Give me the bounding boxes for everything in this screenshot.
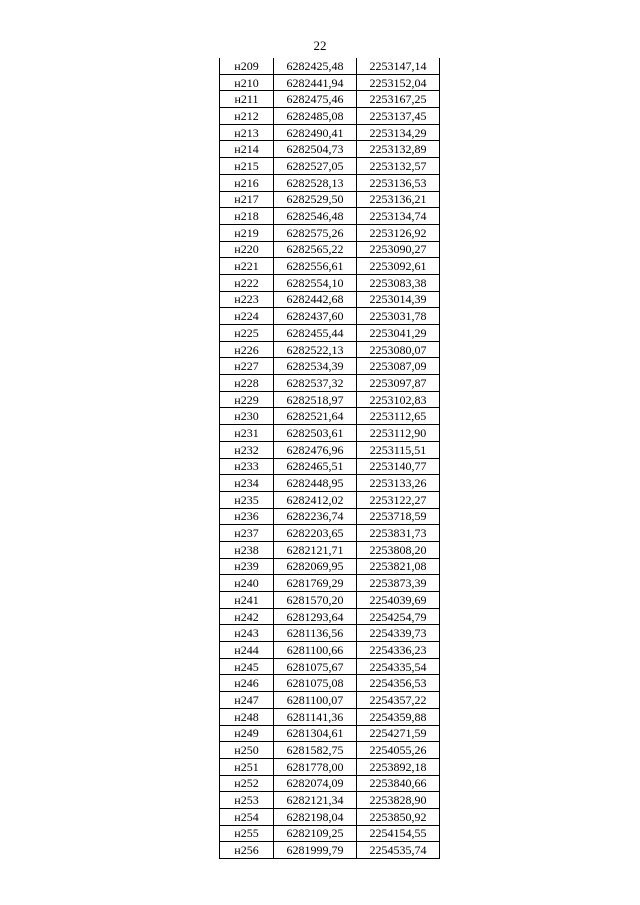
x-coordinate-cell: 6281136,56 [274, 625, 357, 642]
y-coordinate-cell: 2253850,92 [357, 808, 440, 825]
table-row [220, 808, 440, 825]
x-coordinate-cell: 6282236,74 [274, 508, 357, 525]
point-id-cell: н250 [220, 742, 274, 759]
point-id-cell: н221 [220, 258, 274, 275]
point-id-cell: н217 [220, 191, 274, 208]
page-number: 22 [313, 38, 327, 53]
point-id-cell: н228 [220, 375, 274, 392]
x-coordinate-cell: 6281075,08 [274, 675, 357, 692]
y-coordinate-cell: 2253115,51 [357, 441, 440, 458]
y-coordinate-cell: 2253136,21 [357, 191, 440, 208]
point-id-cell: н246 [220, 675, 274, 692]
table-row [220, 541, 440, 558]
point-id-cell: н213 [220, 124, 274, 141]
table-row [220, 208, 440, 225]
table-row [220, 425, 440, 442]
point-id-cell: н251 [220, 758, 274, 775]
table-row [220, 692, 440, 709]
x-coordinate-cell: 6282490,41 [274, 124, 357, 141]
table-row [220, 141, 440, 158]
table-row [220, 775, 440, 792]
table-row [220, 458, 440, 475]
table-row [220, 508, 440, 525]
point-id-cell: н226 [220, 341, 274, 358]
x-coordinate-cell: 6282537,32 [274, 375, 357, 392]
y-coordinate-cell: 2254359,88 [357, 708, 440, 725]
table-row [220, 441, 440, 458]
x-coordinate-cell: 6281570,20 [274, 592, 357, 609]
point-id-cell: н238 [220, 541, 274, 558]
table-row [220, 592, 440, 609]
table-row [220, 274, 440, 291]
point-id-cell: н215 [220, 158, 274, 175]
point-id-cell: н248 [220, 708, 274, 725]
y-coordinate-cell: 2253097,87 [357, 375, 440, 392]
x-coordinate-cell: 6281778,00 [274, 758, 357, 775]
y-coordinate-cell: 2254357,22 [357, 692, 440, 709]
x-coordinate-cell: 6281769,29 [274, 575, 357, 592]
x-coordinate-cell: 6281293,64 [274, 608, 357, 625]
table-row [220, 558, 440, 575]
y-coordinate-cell: 2253132,89 [357, 141, 440, 158]
table-row [220, 325, 440, 342]
x-coordinate-cell: 6282475,46 [274, 91, 357, 108]
point-id-cell: н240 [220, 575, 274, 592]
y-coordinate-cell: 2253092,61 [357, 258, 440, 275]
x-coordinate-cell: 6282109,25 [274, 825, 357, 842]
x-coordinate-cell: 6281304,61 [274, 725, 357, 742]
x-coordinate-cell: 6281999,79 [274, 842, 357, 859]
point-id-cell: н243 [220, 625, 274, 642]
y-coordinate-cell: 2253122,27 [357, 491, 440, 508]
point-id-cell: н234 [220, 475, 274, 492]
point-id-cell: н214 [220, 141, 274, 158]
y-coordinate-cell: 2254039,69 [357, 592, 440, 609]
y-coordinate-cell: 2253828,90 [357, 792, 440, 809]
point-id-cell: н230 [220, 408, 274, 425]
point-id-cell: н218 [220, 208, 274, 225]
y-coordinate-cell: 2254254,79 [357, 608, 440, 625]
table-row [220, 825, 440, 842]
y-coordinate-cell: 2253821,08 [357, 558, 440, 575]
y-coordinate-cell: 2253112,65 [357, 408, 440, 425]
x-coordinate-cell: 6282554,10 [274, 274, 357, 291]
table-row [220, 842, 440, 859]
x-coordinate-cell: 6282528,13 [274, 174, 357, 191]
table-row [220, 525, 440, 542]
table-row [220, 475, 440, 492]
table-row [220, 58, 440, 74]
x-coordinate-cell: 6282503,61 [274, 425, 357, 442]
y-coordinate-cell: 2253808,20 [357, 541, 440, 558]
table-row [220, 658, 440, 675]
x-coordinate-cell: 6282575,26 [274, 224, 357, 241]
x-coordinate-cell: 6282522,13 [274, 341, 357, 358]
table-row [220, 241, 440, 258]
table-row [220, 291, 440, 308]
point-id-cell: н225 [220, 325, 274, 342]
point-id-cell: н212 [220, 108, 274, 125]
y-coordinate-cell: 2253137,45 [357, 108, 440, 125]
point-id-cell: н252 [220, 775, 274, 792]
y-coordinate-cell: 2253873,39 [357, 575, 440, 592]
point-id-cell: н211 [220, 91, 274, 108]
y-coordinate-cell: 2253892,18 [357, 758, 440, 775]
x-coordinate-cell: 6282521,64 [274, 408, 357, 425]
point-id-cell: н210 [220, 74, 274, 91]
y-coordinate-cell: 2253133,26 [357, 475, 440, 492]
y-coordinate-cell: 2253134,29 [357, 124, 440, 141]
y-coordinate-cell: 2253041,29 [357, 325, 440, 342]
point-id-cell: н242 [220, 608, 274, 625]
y-coordinate-cell: 2253090,27 [357, 241, 440, 258]
point-id-cell: н220 [220, 241, 274, 258]
y-coordinate-cell: 2253132,57 [357, 158, 440, 175]
y-coordinate-cell: 2253147,14 [357, 58, 440, 74]
point-id-cell: н256 [220, 842, 274, 859]
y-coordinate-cell: 2254271,59 [357, 725, 440, 742]
y-coordinate-cell: 2253126,92 [357, 224, 440, 241]
table-row [220, 224, 440, 241]
table-row [220, 391, 440, 408]
y-coordinate-cell: 2253014,39 [357, 291, 440, 308]
point-id-cell: н223 [220, 291, 274, 308]
table-row [220, 491, 440, 508]
y-coordinate-cell: 2253152,04 [357, 74, 440, 91]
x-coordinate-cell: 6282534,39 [274, 358, 357, 375]
x-coordinate-cell: 6282518,97 [274, 391, 357, 408]
y-coordinate-cell: 2253140,77 [357, 458, 440, 475]
table-row [220, 725, 440, 742]
y-coordinate-cell: 2254356,53 [357, 675, 440, 692]
y-coordinate-cell: 2253167,25 [357, 91, 440, 108]
x-coordinate-cell: 6282412,02 [274, 491, 357, 508]
point-id-cell: н229 [220, 391, 274, 408]
x-coordinate-cell: 6282476,96 [274, 441, 357, 458]
point-id-cell: н232 [220, 441, 274, 458]
point-id-cell: н216 [220, 174, 274, 191]
y-coordinate-cell: 2254154,55 [357, 825, 440, 842]
y-coordinate-cell: 2253831,73 [357, 525, 440, 542]
table-row [220, 575, 440, 592]
table-row [220, 308, 440, 325]
x-coordinate-cell: 6281075,67 [274, 658, 357, 675]
table-row [220, 74, 440, 91]
table-row [220, 675, 440, 692]
x-coordinate-cell: 6282074,09 [274, 775, 357, 792]
y-coordinate-cell: 2253134,74 [357, 208, 440, 225]
x-coordinate-cell: 6282203,65 [274, 525, 357, 542]
x-coordinate-cell: 6282437,60 [274, 308, 357, 325]
x-coordinate-cell: 6282069,95 [274, 558, 357, 575]
point-id-cell: н224 [220, 308, 274, 325]
y-coordinate-cell: 2254336,23 [357, 642, 440, 659]
point-id-cell: н254 [220, 808, 274, 825]
table-row [220, 792, 440, 809]
y-coordinate-cell: 2254335,54 [357, 658, 440, 675]
point-id-cell: н222 [220, 274, 274, 291]
table-row [220, 191, 440, 208]
table-row [220, 708, 440, 725]
table-row [220, 174, 440, 191]
point-id-cell: н253 [220, 792, 274, 809]
point-id-cell: н239 [220, 558, 274, 575]
y-coordinate-cell: 2254339,73 [357, 625, 440, 642]
point-id-cell: н247 [220, 692, 274, 709]
table-row [220, 625, 440, 642]
point-id-cell: н244 [220, 642, 274, 659]
x-coordinate-cell: 6282465,51 [274, 458, 357, 475]
table-row [220, 408, 440, 425]
y-coordinate-cell: 2253083,38 [357, 274, 440, 291]
point-id-cell: н236 [220, 508, 274, 525]
x-coordinate-cell: 6281100,66 [274, 642, 357, 659]
table-row [220, 758, 440, 775]
x-coordinate-cell: 6282448,95 [274, 475, 357, 492]
table-row [220, 642, 440, 659]
point-id-cell: н255 [220, 825, 274, 842]
y-coordinate-cell: 2253080,07 [357, 341, 440, 358]
x-coordinate-cell: 6282442,68 [274, 291, 357, 308]
x-coordinate-cell: 6281100,07 [274, 692, 357, 709]
y-coordinate-cell: 2253102,83 [357, 391, 440, 408]
table-row [220, 258, 440, 275]
point-id-cell: н235 [220, 491, 274, 508]
y-coordinate-cell: 2253087,09 [357, 358, 440, 375]
table-row [220, 742, 440, 759]
coordinates-table-body [220, 58, 440, 859]
x-coordinate-cell: 6282425,48 [274, 58, 357, 74]
point-id-cell: н219 [220, 224, 274, 241]
table-row [220, 608, 440, 625]
y-coordinate-cell: 2253840,66 [357, 775, 440, 792]
point-id-cell: н241 [220, 592, 274, 609]
table-row [220, 358, 440, 375]
point-id-cell: н227 [220, 358, 274, 375]
point-id-cell: н245 [220, 658, 274, 675]
x-coordinate-cell: 6282546,48 [274, 208, 357, 225]
y-coordinate-cell: 2253136,53 [357, 174, 440, 191]
table-row [220, 91, 440, 108]
point-id-cell: н233 [220, 458, 274, 475]
y-coordinate-cell: 2253112,90 [357, 425, 440, 442]
x-coordinate-cell: 6281141,36 [274, 708, 357, 725]
x-coordinate-cell: 6282504,73 [274, 141, 357, 158]
point-id-cell: н237 [220, 525, 274, 542]
coordinates-table [219, 58, 440, 859]
table-row [220, 341, 440, 358]
table-row [220, 108, 440, 125]
x-coordinate-cell: 6282527,05 [274, 158, 357, 175]
table-row [220, 124, 440, 141]
x-coordinate-cell: 6282198,04 [274, 808, 357, 825]
x-coordinate-cell: 6282455,44 [274, 325, 357, 342]
point-id-cell: н209 [220, 58, 274, 74]
x-coordinate-cell: 6282565,22 [274, 241, 357, 258]
x-coordinate-cell: 6282556,61 [274, 258, 357, 275]
y-coordinate-cell: 2254535,74 [357, 842, 440, 859]
x-coordinate-cell: 6282121,34 [274, 792, 357, 809]
y-coordinate-cell: 2253031,78 [357, 308, 440, 325]
table-row [220, 375, 440, 392]
table-row [220, 158, 440, 175]
x-coordinate-cell: 6282485,08 [274, 108, 357, 125]
y-coordinate-cell: 2253718,59 [357, 508, 440, 525]
x-coordinate-cell: 6282441,94 [274, 74, 357, 91]
point-id-cell: н231 [220, 425, 274, 442]
y-coordinate-cell: 2254055,26 [357, 742, 440, 759]
x-coordinate-cell: 6282121,71 [274, 541, 357, 558]
x-coordinate-cell: 6281582,75 [274, 742, 357, 759]
point-id-cell: н249 [220, 725, 274, 742]
x-coordinate-cell: 6282529,50 [274, 191, 357, 208]
